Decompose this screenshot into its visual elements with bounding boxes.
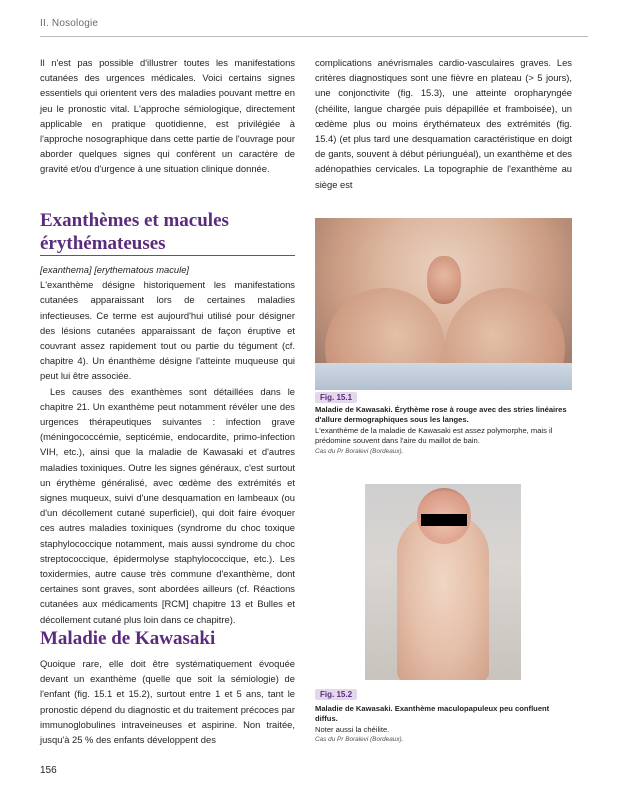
figure-caption-title: Maladie de Kawasaki. Érythème rose à rouge avec des stries linéaires d'allure dermographiques sous les langes. — [315, 405, 567, 425]
section-keywords: [exanthema] [erythematous macule] — [40, 264, 190, 275]
section-paragraph: Les causes des exanthèmes sont détaillées dans le chapitre 21. Un exanthème peut notamment révéler une des urgences thérapeutiques suivantes : infection grave (méningococcémie, septicémie, endocardite, primo-infection VIH, etc.), ainsi que la maladie de Kawasaki et d'autres maladies toxiniques. Outre les signes généraux, c'est surtout un érythème généralisé, avec œdème des extrémités et signes muqueux, suivi d'une desquamation en lambeaux (ou d'un décollement cutané superficiel), qui doit faire évoquer ces autres maladies toxiniques (syndrome du choc toxique staphylococcique notamment, mais aussi syndrome du choc streptococcique, épidermolyse staphylococcique, etc.). Les toxidermies, autre cause très commune d'exanthème, dont certaines sont graves, sont abordées ailleurs (cf. Réactions cutanées aux médicaments [RCM] chapitre 13 et Bulles et décollement cutané plus loin dans ce chapitre). — [40, 385, 295, 625]
right-intro-text: complications anévrismales cardio-vasculaires graves. Les critères diagnostiques sont une fièvre en plateau (> 5 jours), une conjonctivite (fig. 15.3), une atteinte oropharyngée (chéilite, langue chargée puis dépapillée et framboisée), un œdème plus ou moins érythémateux des extrémités (fig. 15.4) (et plus tard une desquamation caractéristique en doigt de gants, souvent à début périunguéal), un exanthème et des adénopathies cervicales. La topographie de l'exanthème au siège est — [315, 57, 572, 190]
figure-label: Fig. 15.2 — [315, 689, 357, 700]
running-header: II. Nosologie — [40, 18, 99, 29]
section-kawasaki-body — [40, 656, 295, 747]
section-paragraph: L'exanthème désigne historiquement les manifestations cutanées apparaissant lors de certaines maladies infectieuses. Ce terme est aujourd'hui utilisé pour désigner des lésions cutanées apparaissant de façon éruptive et couvrant assez rapidement tout ou partie du tégument (cf. chapitre 4). Un énanthème désigne l'atteinte muqueuse qui peut lui être associée. — [40, 279, 295, 382]
figure-15-2-photo — [365, 484, 521, 680]
figure-caption — [315, 704, 572, 746]
figure-caption-text: Noter aussi la chéilite. — [315, 724, 390, 734]
figure-credit: Cas du Pr Boralevi (Bordeaux). — [315, 447, 404, 455]
intro-paragraph — [40, 55, 295, 177]
header-divider — [40, 36, 588, 37]
figure-caption-title: Maladie de Kawasaki. Exanthème maculopapuleux peu confluent diffus. — [315, 704, 550, 724]
intro-text: Il n'est pas possible d'illustrer toutes les manifestations cutanées des urgences médicales. Voici certains signes essentiels qui orientent vers des maladies pouvant mettre en jeu le pronostic vital. L'approche sémiologique, directement applicable en pratique quotidienne, est privilégiée à l'approche nosographique dans cette partie de l'ouvrage pour aborder quelques signes qui confèrent un caractère de gravité et/ou d'urgence à une situation clinique donnée. — [40, 57, 295, 175]
figure-15-1-photo — [315, 218, 572, 390]
section-exanthemes-body — [40, 262, 295, 627]
figure-caption-text: L'exanthème de la maladie de Kawasaki est assez polymorphe, mais il prédomine souvent dans l'aire du maillot de bain. — [315, 425, 553, 446]
section-title-exanthemes: Exanthèmes et macules érythémateuses — [40, 210, 229, 254]
page-number: 156 — [40, 765, 57, 776]
right-column-text — [315, 55, 572, 192]
figure-label: Fig. 15.1 — [315, 392, 357, 403]
anonymization-bar — [421, 514, 467, 526]
section-paragraph: Quoique rare, elle doit être systématiquement évoquée devant un exanthème (quelle que soit la sémiologie) de l'enfant (fig. 15.1 et 15.2), surtout entre 1 et 5 ans, tant le pronostic dépend du diagnostic et du traitement précoces par immunoglobulines intraveineuses et aspirine. Non traitée, jusqu'à 25 % des enfants développent des — [40, 658, 295, 746]
figure-caption — [315, 405, 572, 457]
section-title-kawasaki: Maladie de Kawasaki — [40, 628, 216, 649]
figure-credit: Cas du Pr Boralevi (Bordeaux). — [315, 736, 404, 744]
section-divider — [40, 255, 295, 256]
photo-detail — [427, 256, 461, 304]
photo-detail — [315, 363, 572, 390]
